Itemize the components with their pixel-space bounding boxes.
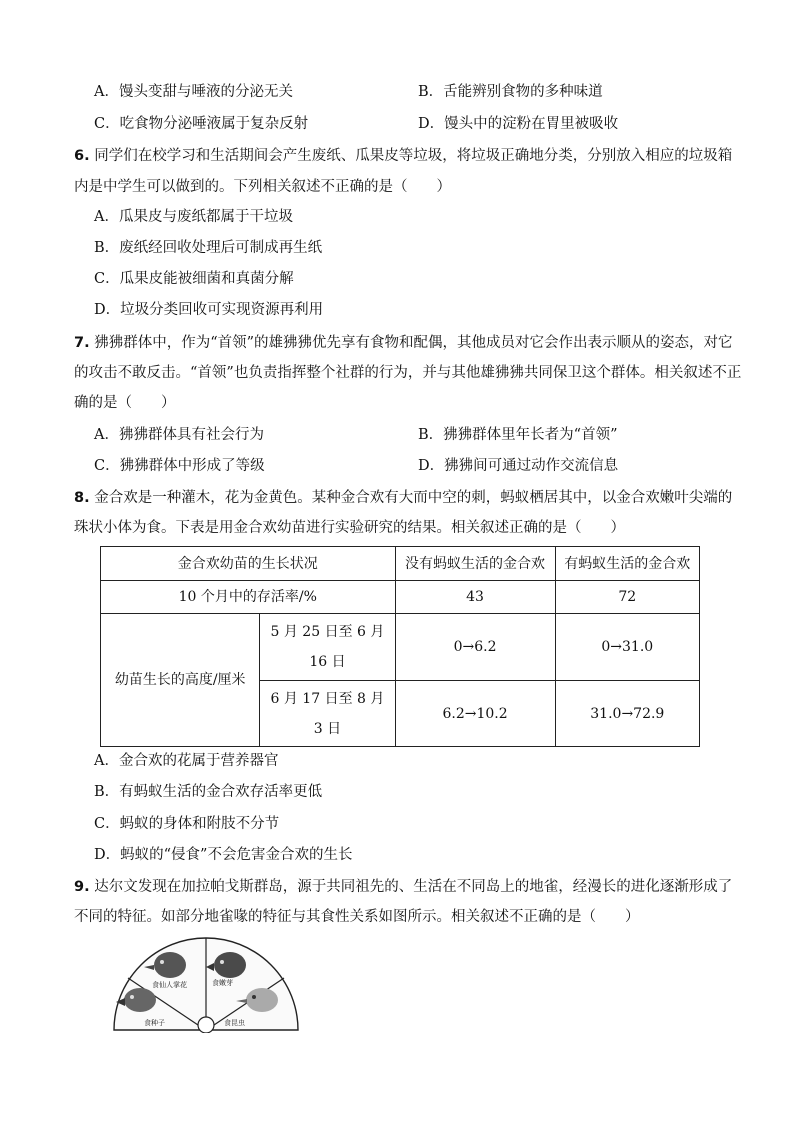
table-cell: 72 [555, 581, 699, 614]
q5-option-a: A．馒头变甜与唾液的分泌无关 [94, 84, 293, 100]
q5-option-c: C．吃食物分泌唾液属于复杂反射 [94, 116, 309, 132]
q6-option-b: B．废纸经回收处理后可制成再生纸 [94, 240, 323, 256]
q9-number: 9. [74, 879, 90, 895]
q7-stem-line1: 狒狒群体中，作为“首领”的雄狒狒优先享有食物和配偶，其他成员对它会作出表示顺从的姿态，对它 [94, 335, 733, 351]
table-cell: 31.0→72.9 [555, 681, 699, 747]
q6-stem-line1: 同学们在校学习和生活期间会产生废纸、瓜果皮等垃圾，将垃圾正确地分类，分别放入相应的垃圾箱 [94, 148, 733, 164]
q6-option-a: A．瓜果皮与废纸都属于干垃圾 [94, 209, 293, 225]
q7-stem [74, 333, 733, 353]
q6-option-d: D．垃圾分类回收可实现资源再利用 [94, 302, 324, 318]
q8-number: 8. [74, 490, 90, 506]
table-header-row [101, 547, 700, 581]
q9-stem-line1: 达尔文发现在加拉帕戈斯群岛，源于共同祖先的、生活在不同岛上的地雀，经漫长的进化逐渐形成了 [94, 879, 733, 895]
table-row [101, 581, 700, 614]
q8-stem-line2: 珠状小体为食。下表是用金合欢幼苗进行实验研究的结果。相关叙述正确的是（ ） [74, 520, 625, 536]
q7-number: 7. [74, 335, 90, 351]
q6-number: 6. [74, 148, 90, 164]
q8-option-c: C．蚂蚁的身体和附肢不分节 [94, 816, 280, 832]
figure-label-insects: 食昆虫 [224, 1019, 245, 1027]
q7-stem-line3: 确的是（ ） [74, 395, 176, 411]
q9-stem-line2: 不同的特征。如部分地雀喙的特征与其食性关系如图所示。相关叙述不正确的是（ ） [74, 909, 640, 925]
q8-option-a: A．金合欢的花属于营养器官 [94, 753, 279, 769]
q7-option-d: D．狒狒间可通过动作交流信息 [418, 458, 619, 474]
table-cell: 43 [395, 581, 555, 614]
q5-option-b: B．舌能辨别食物的多种味道 [418, 84, 603, 100]
table-row [101, 614, 700, 681]
table-group-label: 幼苗生长的高度/厘米 [101, 614, 260, 747]
table-cell: 10 个月中的存活率/% [101, 581, 396, 614]
finch-beak-diagram [110, 933, 302, 1033]
figure-label-buds: 食嫩芽 [212, 979, 233, 987]
q7-stem-line2: 的攻击不敢反击。“首领”也负责指挥整个社群的行为，并与其他雄狒狒共同保卫这个群体。相关叙述不正 [74, 365, 742, 381]
q9-stem [74, 877, 732, 897]
q7-option-c: C．狒狒群体中形成了等级 [94, 458, 265, 474]
q7-option-b: B．狒狒群体里年长者为“首领” [418, 427, 618, 443]
q7-option-a: A．狒狒群体具有社会行为 [94, 427, 264, 443]
q8-option-d: D．蚂蚁的“侵食”不会危害金合欢的生长 [94, 847, 353, 863]
table-cell: 5 月 25 日至 6 月 16 日 [260, 614, 395, 681]
table-header-cell: 没有蚂蚁生活的金合欢 [395, 547, 555, 581]
figure-label-cactus: 食仙人掌花 [152, 981, 187, 989]
table-cell: 0→6.2 [395, 614, 555, 681]
table-header-cell: 金合欢幼苗的生长状况 [101, 547, 396, 581]
finch-diagram-svg [110, 933, 302, 1033]
figure-label-seeds: 食种子 [144, 1019, 165, 1027]
center-circle [198, 1017, 214, 1033]
q6-stem-line2: 内是中学生可以做到的。下列相关叙述不正确的是（ ） [74, 179, 451, 195]
table-cell: 0→31.0 [555, 614, 699, 681]
q8-stem [74, 488, 732, 508]
q8-option-b: B．有蚂蚁生活的金合欢存活率更低 [94, 784, 323, 800]
q8-stem-line1: 金合欢是一种灌木，花为金黄色。某种金合欢有大而中空的刺，蚂蚁栖居其中，以金合欢嫩叶尖端的 [94, 490, 733, 506]
q5-option-d: D．馒头中的淀粉在胃里被吸收 [418, 116, 619, 132]
q8-results-table [100, 546, 700, 747]
table-cell: 6.2→10.2 [395, 681, 555, 747]
q6-stem [74, 146, 732, 166]
q6-option-c: C．瓜果皮能被细菌和真菌分解 [94, 271, 294, 287]
table-header-cell: 有蚂蚁生活的金合欢 [555, 547, 699, 581]
table-cell: 6 月 17 日至 8 月 3 日 [260, 681, 395, 747]
